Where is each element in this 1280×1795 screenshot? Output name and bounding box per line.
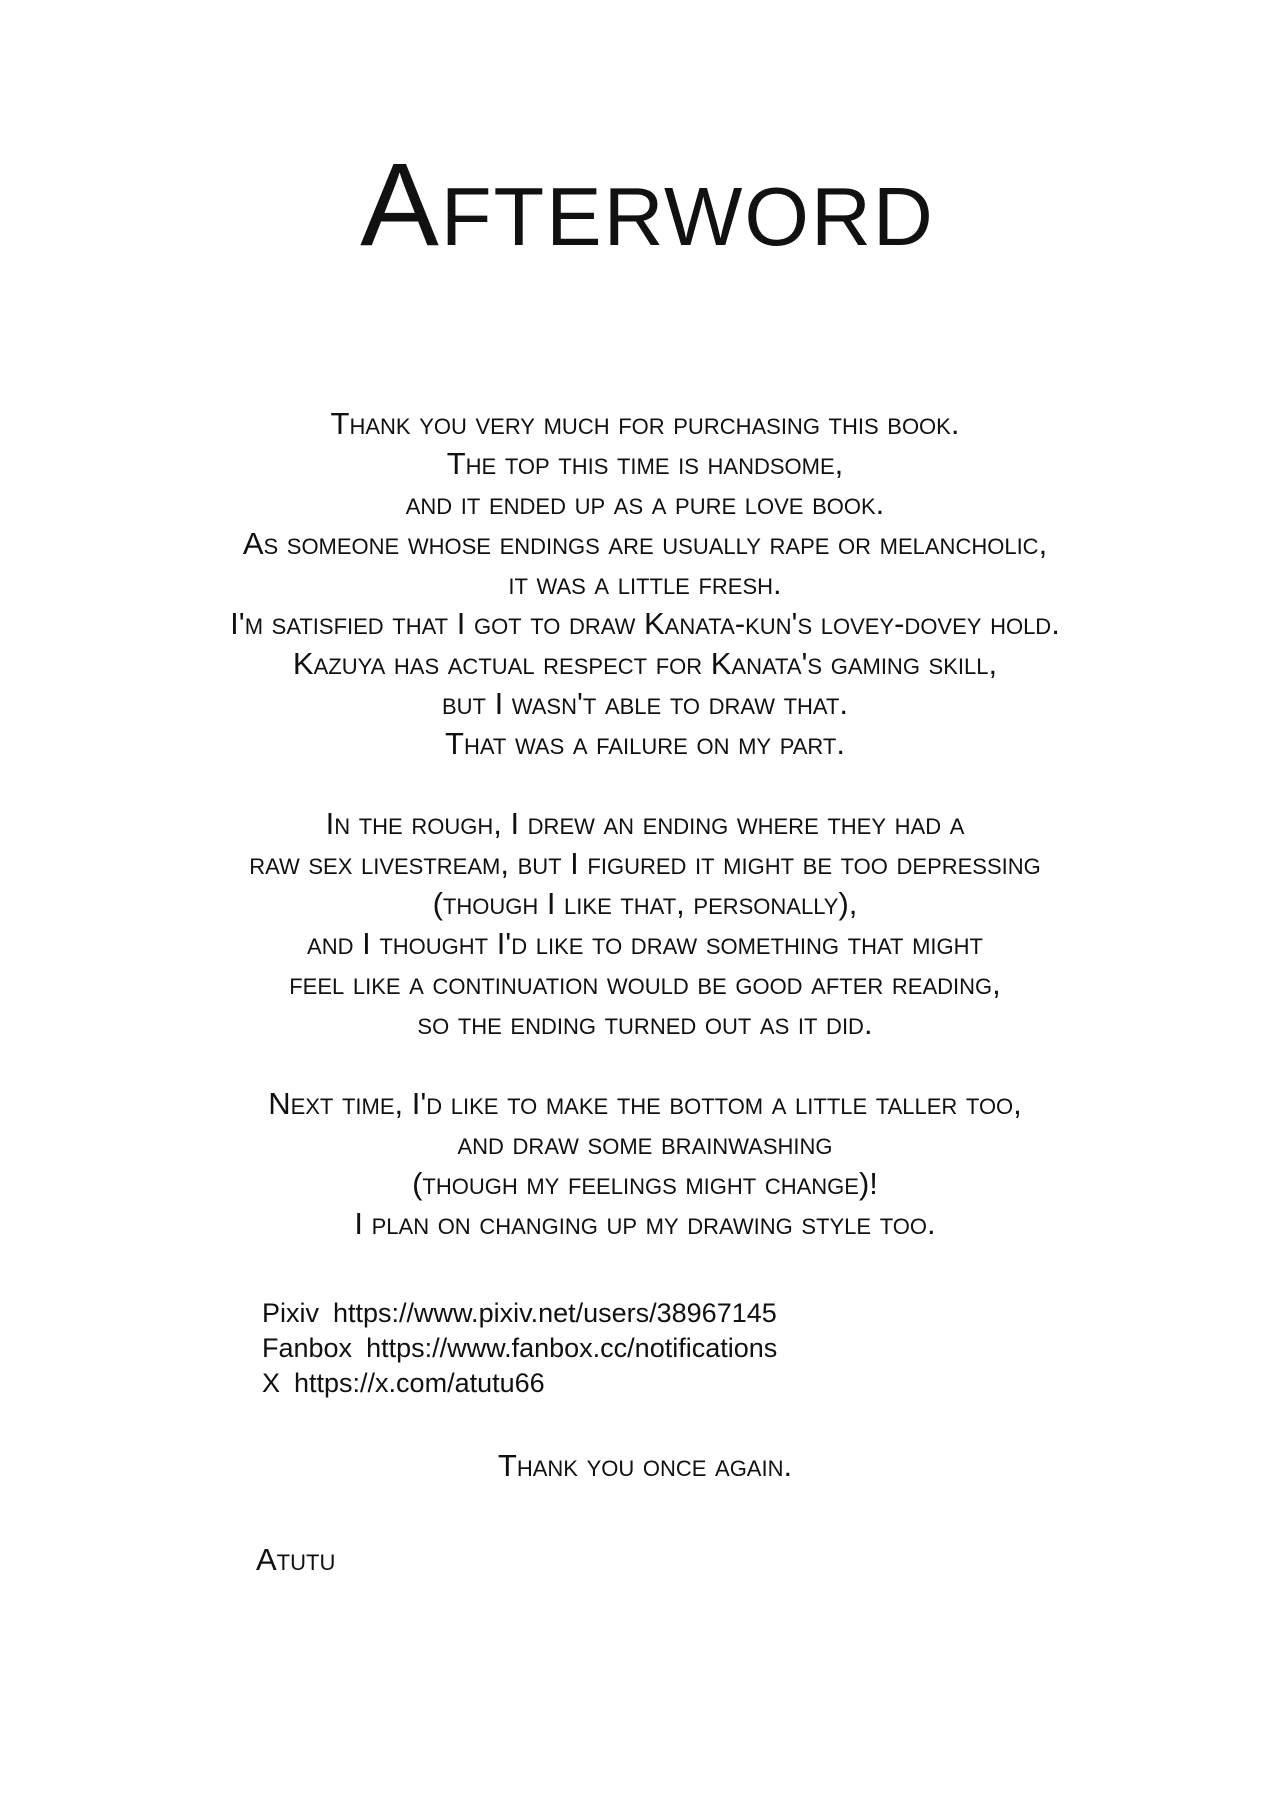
page-title: Afterword xyxy=(360,139,935,271)
link-label: X xyxy=(262,1368,281,1398)
text-line: so the ending turned out as it did. xyxy=(417,1006,873,1041)
signature: Atutu xyxy=(256,1542,336,1577)
link-row xyxy=(262,1366,777,1401)
afterword-body xyxy=(0,404,1280,1284)
link-label: Pixiv xyxy=(262,1298,320,1328)
text-line: (though I like that, personally), xyxy=(432,886,858,921)
link-row xyxy=(262,1296,777,1331)
link-row xyxy=(262,1331,777,1366)
text-line: The top this time is handsome, xyxy=(446,446,844,481)
text-line: and draw some brainwashing xyxy=(457,1126,833,1161)
link-url[interactable]: https://x.com/atutu66 xyxy=(294,1368,545,1398)
text-line: Next time, I'd like to make the bottom a little taller too, xyxy=(268,1086,1022,1121)
paragraph xyxy=(0,1084,1280,1244)
social-links xyxy=(262,1296,777,1401)
paragraph xyxy=(0,404,1280,764)
text-line: That was a failure on my part. xyxy=(445,726,845,761)
text-line: (though my feelings might change)! xyxy=(412,1166,878,1201)
text-line: Thank you very much for purchasing this book. xyxy=(330,406,960,441)
text-line: I'm satisfied that I got to draw Kanata-kun's lovey-dovey hold. xyxy=(230,606,1060,641)
text-line: I plan on changing up my drawing style too. xyxy=(354,1206,936,1241)
text-line: Kazuya has actual respect for Kanata's gaming skill, xyxy=(292,646,998,681)
text-line: As someone whose endings are usually rape or melancholic, xyxy=(242,526,1048,561)
link-url[interactable]: https://www.fanbox.cc/notifications xyxy=(366,1333,778,1363)
text-line: it was a little fresh. xyxy=(508,566,782,601)
text-line: but I wasn't able to draw that. xyxy=(441,686,849,721)
paragraph xyxy=(0,804,1280,1044)
closing-line: Thank you once again. xyxy=(497,1448,793,1483)
text-line: In the rough, I drew an ending where they had a xyxy=(325,806,965,841)
text-line: and it ended up as a pure love book. xyxy=(405,486,885,521)
text-line: feel like a continuation would be good after reading, xyxy=(289,966,1001,1001)
text-line: raw sex livestream, but I figured it might be too depressing xyxy=(249,846,1041,881)
text-line: and I thought I'd like to draw something that might xyxy=(307,926,983,961)
link-url[interactable]: https://www.pixiv.net/users/38967145 xyxy=(333,1298,777,1328)
link-label: Fanbox xyxy=(262,1333,353,1363)
